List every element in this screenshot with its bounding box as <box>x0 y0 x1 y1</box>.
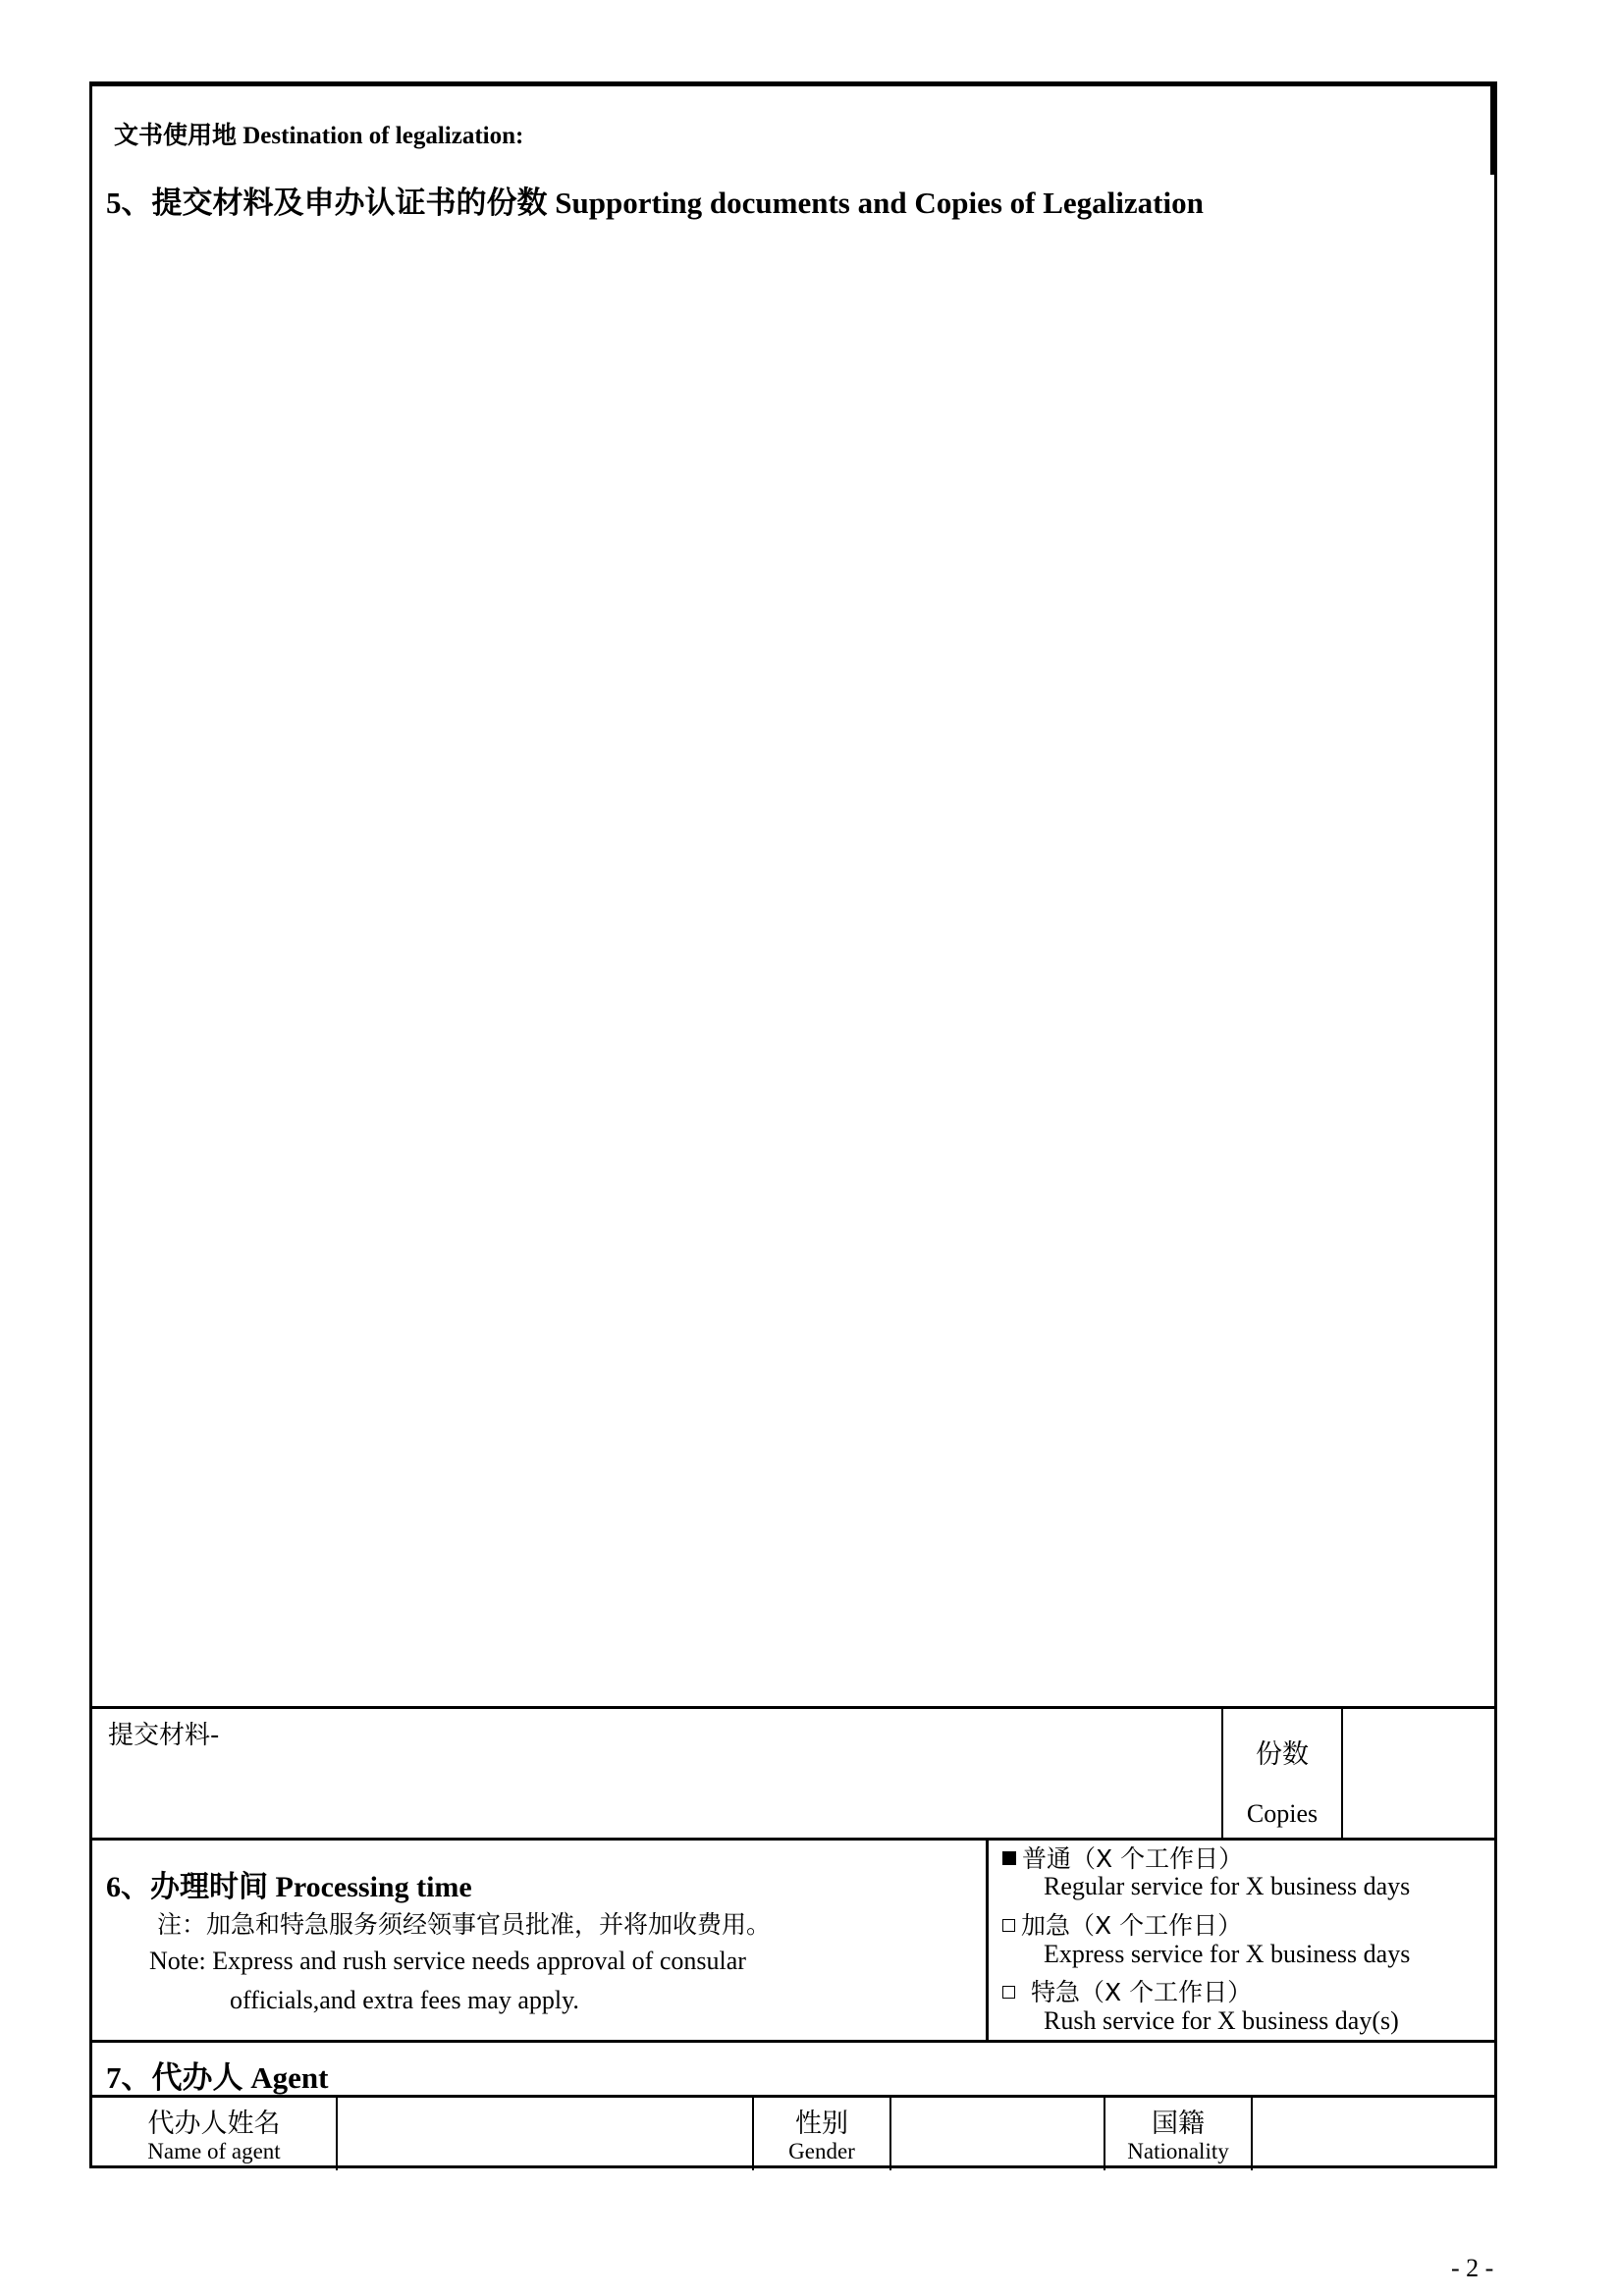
gender-label-zh: 性别 <box>795 2109 848 2139</box>
agent-title-row <box>92 2040 1494 2095</box>
processing-note-en-line2: officials,and extra fees may apply. <box>230 1986 579 2014</box>
agent-name-label-en: Name of agent <box>147 2139 281 2163</box>
processing-note-en-line1: Note: Express and rush service needs approval of consular <box>149 1947 746 1975</box>
option-express-en: Express service for X business days <box>1044 1940 1411 1968</box>
option-rush[interactable] <box>1002 1973 1252 2008</box>
gender-field[interactable] <box>889 2098 1104 2170</box>
nationality-field[interactable] <box>1251 2098 1494 2170</box>
agent-table-row <box>92 2095 1494 2167</box>
copies-label-en: Copies <box>1246 1799 1319 1828</box>
option-regular[interactable] <box>1002 1840 1243 1875</box>
destination-label: 文书使用地 Destination of legalization: <box>114 123 524 149</box>
gender-label-en: Gender <box>788 2139 855 2163</box>
checkbox-checked-icon[interactable] <box>1002 1851 1016 1865</box>
gender-label-cell <box>752 2098 889 2170</box>
checkbox-empty-icon[interactable] <box>1002 1986 1015 1999</box>
option-express[interactable] <box>1002 1906 1242 1942</box>
materials-row <box>92 1706 1494 1838</box>
section6-title: 6、办理时间 Processing time <box>106 1871 472 1903</box>
agent-name-label-zh: 代办人姓名 <box>147 2109 281 2139</box>
nationality-label-cell <box>1104 2098 1251 2170</box>
copies-label-zh: 份数 <box>1256 1739 1309 1770</box>
option-regular-zh: 普通（X 个工作日） <box>1022 1844 1244 1873</box>
nationality-label-en: Nationality <box>1127 2139 1229 2163</box>
option-express-zh: 加急（X 个工作日） <box>1021 1911 1243 1940</box>
copies-header-cell <box>1221 1709 1343 1838</box>
supporting-documents-area[interactable] <box>92 224 1494 1794</box>
option-rush-en: Rush service for X business day(s) <box>1044 2006 1399 2035</box>
agent-name-field[interactable] <box>336 2098 752 2170</box>
checkbox-empty-icon[interactable] <box>1002 1919 1015 1932</box>
agent-name-label-cell <box>92 2098 336 2170</box>
processing-note-zh: 注：加急和特急服务须经领事官员批准，并将加收费用。 <box>157 1910 772 1939</box>
page-number: - 2 - <box>1451 2254 1494 2282</box>
form-frame <box>89 81 1497 2168</box>
materials-label: 提交材料- <box>108 1721 220 1750</box>
section7-title: 7、代办人 Agent <box>106 2060 329 2095</box>
option-rush-zh: 特急（X 个工作日） <box>1031 1978 1253 2006</box>
processing-options <box>986 1838 1494 2040</box>
option-regular-en: Regular service for X business days <box>1044 1872 1411 1900</box>
destination-row <box>92 86 1494 175</box>
processing-time-row <box>92 1838 1494 2040</box>
section5-title: 5、提交材料及申办认证书的份数 Supporting documents and Copies of Legalization <box>106 186 1204 220</box>
copies-value-field[interactable] <box>1343 1709 1494 1838</box>
nationality-label-zh: 国籍 <box>1152 2109 1205 2139</box>
